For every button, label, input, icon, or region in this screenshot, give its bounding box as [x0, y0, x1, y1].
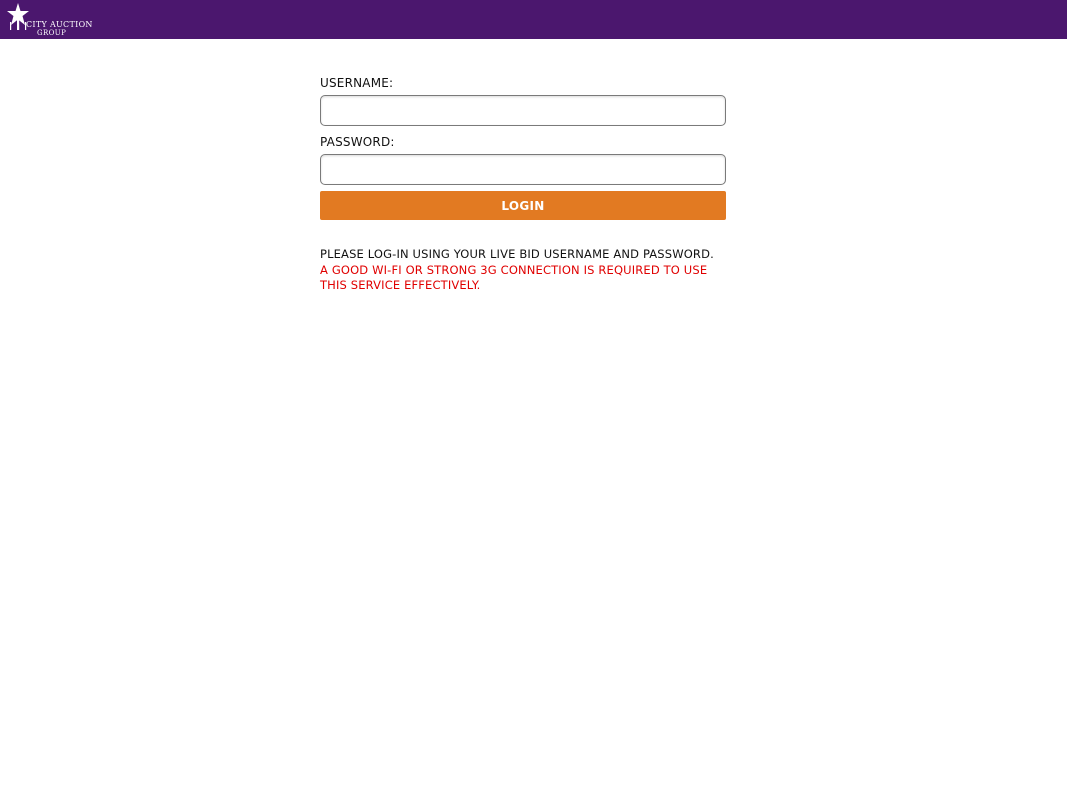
username-label: USERNAME: [320, 76, 394, 90]
login-notes [320, 247, 726, 294]
password-input[interactable] [320, 154, 726, 185]
logo-text-city-auction: CITY AUCTION [26, 20, 93, 29]
instruction-text: PLEASE LOG-IN USING YOUR LIVE BID USERNAME AND PASSWORD. [320, 247, 714, 261]
city-auction-group-logo[interactable] [4, 2, 94, 38]
connection-warning-text: A GOOD WI-FI OR STRONG 3G CONNECTION IS REQUIRED TO USE THIS SERVICE EFFECTIVELY. [320, 262, 708, 292]
logo-text-group: GROUP [37, 29, 67, 37]
login-button[interactable]: LOGIN [320, 191, 726, 220]
login-form [320, 74, 726, 294]
top-bar [0, 0, 1067, 39]
password-label: PASSWORD: [320, 135, 395, 149]
username-input[interactable] [320, 95, 726, 126]
